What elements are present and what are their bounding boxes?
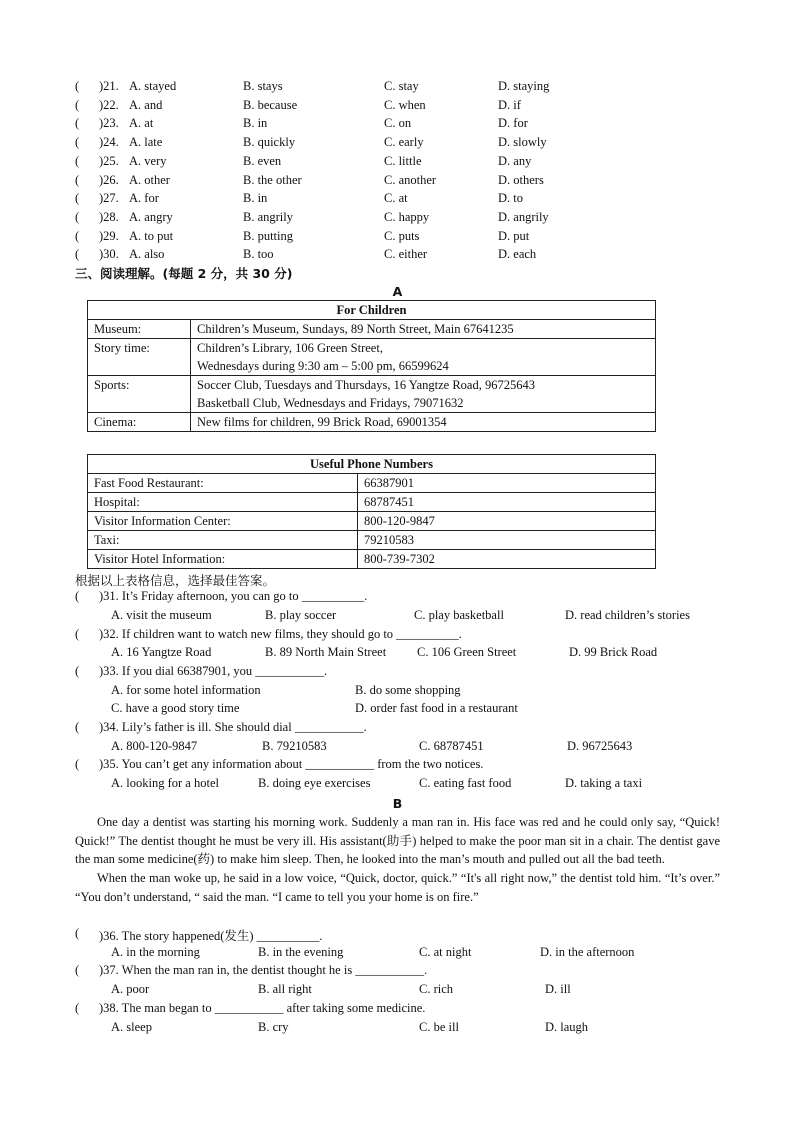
answer-option[interactable]: C. rich [419, 982, 454, 996]
option-a: A. and [129, 97, 163, 112]
option-b: B. too [243, 247, 274, 262]
answer-option[interactable]: A. 16 Yangtze Road [111, 645, 212, 659]
question-number: )23. [99, 116, 119, 131]
answer-option[interactable]: A. poor [111, 982, 150, 996]
question-number: )27. [99, 191, 119, 206]
table-row [88, 531, 656, 550]
question-number: )25. [99, 153, 119, 168]
option-d: D. others [498, 172, 544, 187]
answer-option[interactable]: D. order fast food in a restaurant [355, 701, 518, 715]
option-d: D. if [498, 97, 521, 112]
answer-paren[interactable]: ( [75, 153, 80, 168]
answer-option[interactable]: D. laugh [545, 1020, 589, 1034]
question-stem: )36. The story happened(发生) __________. [99, 929, 323, 943]
option-c: C. stay [384, 79, 419, 93]
question-stem: )34. Lily’s father is ill. She should dial ___________. [99, 720, 367, 734]
answer-paren[interactable]: ( [75, 589, 80, 603]
cloze-row [0, 227, 794, 245]
row-label: Visitor Information Center: [88, 512, 358, 531]
option-d: D. staying [498, 79, 550, 93]
option-a: A. late [129, 135, 163, 150]
answer-paren[interactable]: ( [75, 664, 80, 678]
row-label: Hospital: [88, 493, 358, 512]
instruction: 根据以上表格信息，选择最佳答案。 [75, 573, 276, 588]
table-row [88, 413, 656, 432]
option-a: A. angry [129, 209, 173, 224]
passage-b-text [75, 813, 720, 907]
answer-option[interactable]: B. do some shopping [355, 683, 461, 697]
answer-option[interactable]: B. doing eye exercises [258, 776, 371, 790]
cloze-row [0, 152, 794, 170]
answer-option[interactable]: A. for some hotel information [111, 683, 261, 697]
row-label: Cinema: [88, 413, 191, 432]
answer-paren[interactable]: ( [75, 926, 80, 940]
answer-option[interactable]: B. in the evening [258, 945, 344, 959]
answer-paren[interactable]: ( [75, 247, 80, 262]
option-c: C. when [384, 97, 426, 112]
question-number: )26. [99, 172, 119, 187]
question-number: )30. [99, 247, 119, 262]
paragraph: When the man woke up, he said in a low voice, “Quick, doctor, quick.” “It's all right now,” the dentist told him. “It’s over.” “You don’t understand, “ said the man. “I came to tell you your home is on fire.” [75, 871, 720, 904]
option-d: D. angrily [498, 209, 549, 224]
option-a: A. also [129, 247, 165, 262]
answer-option[interactable]: A. looking for a hotel [111, 776, 219, 790]
option-c: C. on [384, 116, 412, 131]
option-d: D. slowly [498, 135, 547, 150]
question-stem: )32. If children want to watch new films, they should go to __________. [99, 627, 462, 641]
option-c: C. little [384, 153, 422, 168]
answer-option[interactable]: C. eating fast food [419, 776, 512, 790]
option-c: C. either [384, 247, 428, 262]
answer-option[interactable]: C. 68787451 [419, 739, 484, 753]
answer-option[interactable]: C. 106 Green Street [417, 645, 517, 659]
table-caption: Useful Phone Numbers [88, 455, 656, 474]
option-d: D. to [498, 191, 523, 206]
row-value: 79210583 [358, 531, 656, 550]
option-b: B. angrily [243, 209, 293, 224]
answer-option[interactable]: D. taking a taxi [565, 776, 643, 790]
option-b: B. stays [243, 79, 283, 93]
answer-paren[interactable]: ( [75, 1001, 80, 1015]
table-row [88, 474, 656, 493]
row-value: Children’s Library, 106 Green Street, Wednesdays during 9:30 am – 5:00 pm, 66599624 [191, 339, 656, 376]
option-b: B. putting [243, 228, 294, 243]
answer-option[interactable]: D. 99 Brick Road [569, 645, 658, 659]
row-value: 68787451 [358, 493, 656, 512]
answer-option[interactable]: D. 96725643 [567, 739, 633, 753]
option-d: D. for [498, 116, 528, 131]
answer-option[interactable]: B. all right [258, 982, 312, 996]
answer-option[interactable]: B. 89 North Main Street [265, 645, 387, 659]
option-a: A. other [129, 172, 170, 187]
row-label: Fast Food Restaurant: [88, 474, 358, 493]
question-stem: )35. You can’t get any information about ___________ from the two notices. [99, 757, 484, 771]
table-row [88, 320, 656, 339]
answer-paren[interactable]: ( [75, 135, 80, 150]
table-row [88, 376, 656, 413]
option-d: D. any [498, 153, 532, 168]
row-label: Taxi: [88, 531, 358, 550]
option-c: C. puts [384, 228, 420, 243]
answer-option[interactable]: C. have a good story time [111, 701, 240, 715]
answer-option[interactable]: D. in the afternoon [540, 945, 635, 959]
table-row [88, 493, 656, 512]
option-c: C. at [384, 191, 408, 206]
passage-a-label: A [392, 284, 403, 299]
option-a: A. to put [129, 228, 174, 243]
cloze-row [0, 96, 794, 114]
question-number: )21. [99, 79, 119, 93]
option-d: D. each [498, 247, 537, 262]
answer-paren[interactable]: ( [75, 172, 80, 187]
answer-paren[interactable]: ( [75, 228, 80, 243]
cloze-row [0, 245, 794, 263]
option-c: C. early [384, 135, 424, 150]
cloze-row [0, 208, 794, 226]
answer-option[interactable]: B. 79210583 [262, 739, 327, 753]
row-value: New films for children, 99 Brick Road, 69001354 [191, 413, 656, 432]
paragraph: One day a dentist was starting his morning work. Suddenly a man ran in. His face was red and he could only say, “Quick! Quick!” The dentist thought he must be very ill. His assistant(助手) helped to make the poor man sit in a chair. The dentist gave the man some medicine(药) to make him sleep. Then, he looked into the man’s mouth and pulled out all the bad teeth. [75, 815, 720, 867]
passage-b-label: B [392, 796, 403, 811]
option-a: A. stayed [129, 79, 177, 93]
question-number: )28. [99, 209, 119, 224]
row-value: 66387901 [358, 474, 656, 493]
cloze-row [0, 77, 794, 95]
row-value: Children’s Museum, Sundays, 89 North Street, Main 67641235 [191, 320, 656, 339]
question-stem: )33. If you dial 66387901, you ___________. [99, 664, 328, 678]
answer-option[interactable]: C. be ill [419, 1020, 459, 1034]
answer-option[interactable]: C. play basketball [414, 608, 504, 622]
answer-option[interactable]: C. at night [419, 945, 472, 959]
table-row [88, 550, 656, 569]
answer-paren[interactable]: ( [75, 757, 80, 771]
row-label: Story time: [88, 339, 191, 376]
option-b: B. in [243, 191, 268, 206]
answer-option[interactable]: D. ill [545, 982, 571, 996]
answer-paren[interactable]: ( [75, 627, 80, 641]
phone-numbers-table [87, 454, 656, 569]
answer-paren[interactable]: ( [75, 116, 80, 131]
cloze-row [0, 171, 794, 189]
answer-paren[interactable]: ( [75, 209, 80, 224]
answer-paren[interactable]: ( [75, 191, 80, 206]
option-a: A. very [129, 153, 167, 168]
option-b: B. quickly [243, 135, 296, 150]
option-b: B. even [243, 153, 282, 168]
answer-option[interactable]: B. cry [258, 1020, 289, 1034]
question-stem: )31. It’s Friday afternoon, you can go to __________. [99, 589, 368, 603]
row-value: Soccer Club, Tuesdays and Thursdays, 16 Yangtze Road, 96725643 Basketball Club, Wednesdays and Fridays, 79071632 [191, 376, 656, 413]
question-stem: )37. When the man ran in, the dentist thought he is ___________. [99, 963, 428, 977]
cloze-row [0, 133, 794, 151]
table-row [88, 512, 656, 531]
option-b: B. the other [243, 172, 302, 187]
answer-paren[interactable]: ( [75, 97, 80, 112]
option-c: C. happy [384, 209, 430, 224]
answer-option[interactable]: A. visit the museum [111, 608, 212, 622]
section-title: 三、阅读理解。(每题 2 分，共 30 分) [75, 266, 293, 281]
question-number: )24. [99, 135, 119, 150]
answer-option[interactable]: A. 800-120-9847 [111, 739, 198, 753]
answer-paren[interactable]: ( [75, 963, 80, 977]
cloze-row [0, 114, 794, 132]
option-b: B. because [243, 97, 298, 112]
answer-option[interactable]: D. read children’s stories [565, 608, 690, 622]
answer-paren[interactable]: ( [75, 79, 80, 93]
option-a: A. for [129, 191, 159, 206]
answer-option[interactable]: B. play soccer [265, 608, 337, 622]
question-number: )22. [99, 97, 119, 112]
row-value: 800-739-7302 [358, 550, 656, 569]
answer-paren[interactable]: ( [75, 720, 80, 734]
option-c: C. another [384, 172, 437, 187]
option-b: B. in [243, 116, 268, 131]
option-d: D. put [498, 228, 530, 243]
cloze-row [0, 189, 794, 207]
question-number: )29. [99, 228, 119, 243]
answer-option[interactable]: A. in the morning [111, 945, 200, 959]
for-children-table [87, 300, 656, 432]
option-a: A. at [129, 116, 154, 131]
table-row [88, 339, 656, 376]
row-label: Sports: [88, 376, 191, 413]
row-label: Museum: [88, 320, 191, 339]
answer-option[interactable]: A. sleep [111, 1020, 152, 1034]
question-stem: )38. The man began to ___________ after taking some medicine. [99, 1001, 426, 1015]
table-caption: For Children [88, 301, 656, 320]
row-label: Visitor Hotel Information: [88, 550, 358, 569]
row-value: 800-120-9847 [358, 512, 656, 531]
